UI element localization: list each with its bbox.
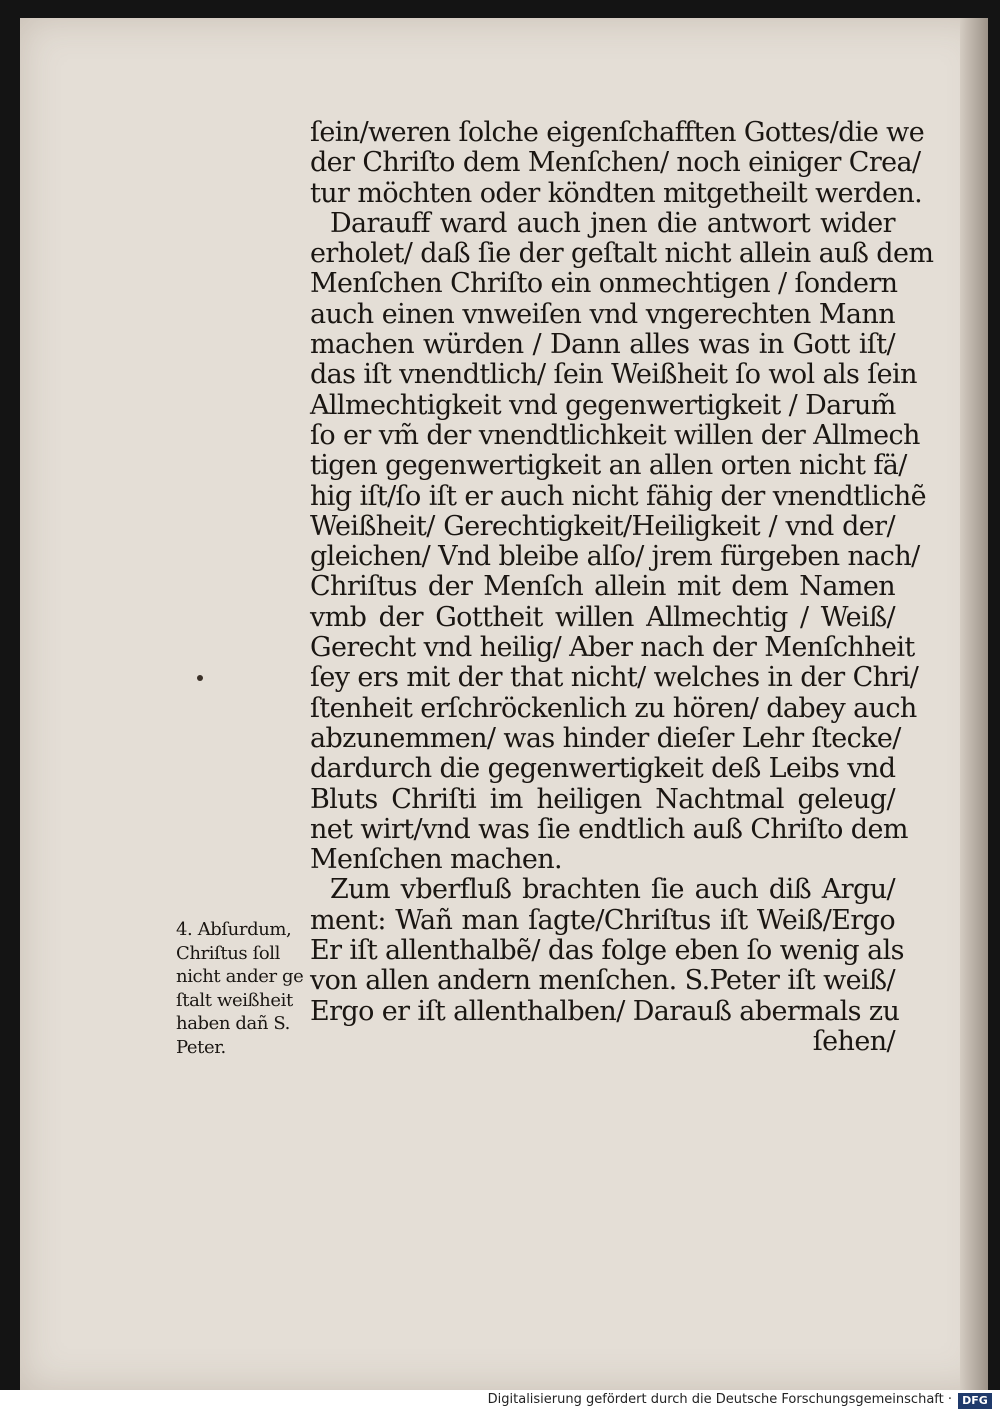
text-line: net wirt/vnd was ſie endtlich auß Chriſto dem <box>310 813 908 845</box>
text-line: machen würden / Dann alles was in Gott iſt/ <box>310 329 895 361</box>
text-line: auch einen vnweiſen vnd vngerechten Mann <box>310 298 895 330</box>
text-line: ſo er vm̃ der vnendtlichkeit willen der Allmech <box>310 419 920 451</box>
text-line: ment: Wañ man ſagte/Chriſtus iſt Weiß/Ergo <box>310 904 895 936</box>
text-line: Darauff ward auch jnen die antwort wider <box>330 207 895 239</box>
footer-bar <box>0 1390 1000 1413</box>
text-line: Menſchen machen. <box>310 844 563 876</box>
marginal-note-line: nicht ander ge <box>176 966 304 987</box>
text-line: Ergo er iſt allenthalben/ Darauß abermals zu <box>310 995 900 1027</box>
text-line: der Chriſto dem Menſchen/ noch einiger Crea/ <box>310 147 921 179</box>
text-line: gleichen/ Vnd bleibe alſo/ jrem fürgeben nach/ <box>310 541 920 573</box>
text-line: ſey ers mit der that nicht/ welches in der Chri/ <box>310 662 919 694</box>
marginal-note-line: ſtalt weißheit <box>176 989 293 1011</box>
text-line: Er iſt allenthalbẽ/ das folge eben ſo wenig als <box>310 935 904 967</box>
text-line: ſein/weren ſolche eigenſchafften Gottes/die we <box>310 117 925 148</box>
marginal-note-line: Chriſtus ſoll <box>176 942 280 964</box>
text-line: abzunemmen/ was hinder dieſer Lehr ſtecke/ <box>310 722 901 754</box>
text-line: erholet/ daß ſie der geſtalt nicht allein auß dem <box>310 238 934 270</box>
text-line: Chriſtus der Menſch allein mit dem Namen <box>310 571 895 603</box>
text-line: Zum vberfluß brachten ſie auch diß Argu/ <box>330 874 895 906</box>
text-line: hig iſt/ſo iſt er auch nicht fähig der vnendtlichẽ <box>310 480 927 512</box>
text-line: Allmechtigkeit vnd gegenwertigkeit / Darum̃ <box>310 389 896 421</box>
marginal-note-line: haben dañ S. <box>176 1013 290 1034</box>
text-line: Gerecht vnd heilig/ Aber nach der Menſchheit <box>310 632 915 664</box>
dfg-logo[interactable]: DFG <box>958 1393 992 1409</box>
text-line: das iſt vnendtlich/ ſein Weißheit ſo wol als ſein <box>310 359 917 391</box>
main-text-block <box>310 117 934 1057</box>
text-line: von allen andern menſchen. S.Peter iſt weiß/ <box>310 965 895 997</box>
ink-spot <box>197 675 203 681</box>
text-line: tur möchten oder köndten mitgetheilt werden. <box>310 177 923 209</box>
marginal-note-line: Peter. <box>176 1036 226 1058</box>
text-line: tigen gegenwertigkeit an allen orten nicht fä/ <box>310 450 907 482</box>
text-line: vmb der Gottheit willen Allmechtig / Weiß/ <box>310 601 895 633</box>
footer-credit: Digitalisierung gefördert durch die Deutsche Forschungsgemeinschaft · <box>487 1392 952 1407</box>
marginal-note-line: 4. Abſurdum, <box>176 919 292 940</box>
page-spine-shadow <box>960 18 988 1390</box>
text-line: Menſchen Chriſto ein onmechtigen / ſondern <box>310 268 898 300</box>
marginal-note <box>176 918 326 1059</box>
text-line: dardurch die gegenwertigkeit deß Leibs vnd <box>310 753 896 785</box>
text-line: Bluts Chriſti im heiligen Nachtmal geleug/ <box>310 783 895 815</box>
catchword: ſehen/ <box>812 1025 895 1057</box>
text-line: Weißheit/ Gerechtigkeit/Heiligkeit / vnd der/ <box>310 510 895 542</box>
text-line: ſtenheit erſchröckenlich zu hören/ dabey auch <box>310 692 917 724</box>
